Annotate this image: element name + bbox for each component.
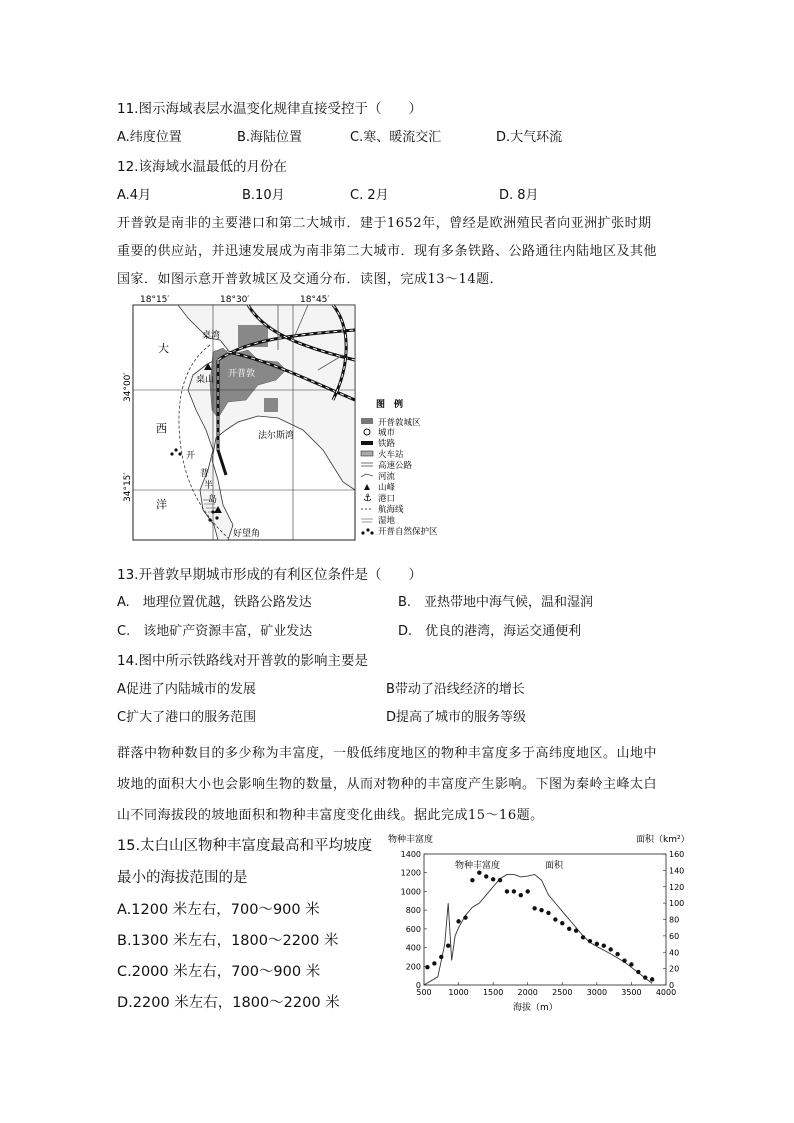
label-peninsula-3: 半 — [204, 481, 214, 491]
legend-item-4: 火车站 — [378, 450, 404, 460]
chart-richness-point — [446, 944, 450, 948]
chart-x-tick-label: 3500 — [621, 988, 642, 997]
chart-richness-point — [432, 961, 436, 965]
legend-swatch-railway — [361, 441, 373, 445]
label-peninsula-4: 岛 — [208, 495, 218, 505]
legend-item-2: 城市 — [378, 428, 396, 438]
passage2-line-3: 山不同海拔段的坡地面积和物种丰富度变化曲线。据此完成15～16题。 — [117, 808, 544, 823]
chart-y2-tick-label: 160 — [669, 850, 685, 859]
chart-x-tick-label: 500 — [416, 988, 432, 997]
q12-option-d: D. 8月 — [499, 188, 539, 203]
passage2-line-2: 坡地的面积大小也会影响生物的数量，从而对物种的丰富度产生影响。下图为秦岭主峰太白 — [117, 777, 658, 792]
label-cape-good-hope: 好望角 — [233, 529, 261, 539]
legend-swatch-reserve-a — [361, 531, 364, 534]
legend-item-3: 铁路 — [378, 439, 396, 449]
chart-richness-point — [498, 878, 502, 882]
chart-richness-point — [574, 929, 578, 933]
label-ocean-2: 西 — [156, 422, 167, 435]
q11-option-a: A.纬度位置 — [117, 130, 182, 145]
chart-x-tick-label: 2500 — [552, 988, 573, 997]
q15-option-c: C.2000 米左右，700～900 米 — [117, 964, 321, 980]
q15-stem-line-2: 最小的海拔范围的是 — [117, 870, 248, 886]
chart-richness-point — [532, 906, 536, 910]
chart-richness-point — [439, 955, 443, 959]
chart-y-tick-label: 400 — [405, 943, 421, 953]
q15-stem-line-1: 15.太白山区物种丰富度最高和平均坡度 — [117, 838, 373, 854]
passage1-line-2: 重要的供应站，并迅速发展成为南非第二大城市．现有多条铁路、公路通往内陆地区及其他 — [117, 244, 658, 259]
city-district-block — [264, 398, 278, 412]
chart-richness-point — [608, 947, 612, 951]
q14-option-b: B带动了沿线经济的增长 — [386, 682, 525, 697]
passage2-line-1: 群落中物种数目的多少称为丰富度，一般低纬度地区的物种丰富度多于高纬度地区。山地中 — [117, 746, 658, 761]
legend-swatch-district — [361, 418, 373, 424]
chart-richness-point — [636, 970, 640, 974]
legend-item-5: 高速公路 — [378, 461, 413, 471]
lat-label-2: 34°15′ — [123, 472, 133, 502]
chart-y-tick-label: 800 — [405, 906, 421, 916]
cape-town-map — [118, 290, 468, 555]
q14-option-c: C扩大了港口的服务范围 — [117, 710, 257, 725]
chart-xlabel: 海拔（m） — [513, 1003, 558, 1013]
q14-option-a: A促进了内陆城市的发展 — [117, 682, 256, 697]
lon-label-1: 18°15′ — [140, 295, 170, 305]
chart-richness-point — [477, 871, 481, 875]
chart-y-tick-label: 1400 — [400, 850, 421, 859]
chart-y2-tick-label: 140 — [669, 866, 685, 876]
chart-richness-point — [519, 893, 523, 897]
chart-richness-point — [470, 878, 474, 882]
chart-richness-point — [505, 889, 509, 893]
legend-swatch-peak — [364, 484, 370, 490]
chart-richness-point — [567, 927, 571, 931]
chart-area-line — [424, 874, 652, 985]
chart-richness-point — [512, 889, 516, 893]
legend-item-6: 河流 — [378, 472, 396, 482]
chart-x-tick-label: 1000 — [448, 988, 469, 997]
legend-swatch-reserve-b — [366, 528, 369, 531]
chart-annotation-richness: 物种丰富度 — [455, 861, 501, 871]
chart-y-tick-label: 600 — [405, 924, 421, 934]
chart-y2-tick-label: 40 — [669, 948, 680, 958]
chart-richness-point — [650, 977, 654, 981]
chart-x-tick-label: 3000 — [586, 988, 608, 997]
label-peninsula-2: 普 — [200, 469, 210, 479]
q11-option-d: D.大气环流 — [496, 130, 563, 145]
chart-richness-point — [615, 952, 619, 956]
q15-option-d: D.2200 米左右，1800～2200 米 — [117, 995, 340, 1011]
q13-option-c: C. 该地矿产资源丰富，矿业发达 — [117, 624, 313, 639]
q11-stem: 11.图示海域表层水温变化规律直接受控于（ ） — [117, 101, 422, 117]
lon-label-2: 18°30′ — [220, 295, 250, 305]
legend-swatch-port: ⚓ — [363, 493, 372, 504]
legend-item-10: 湿地 — [378, 516, 396, 526]
q13-option-a: A. 地理位置优越，铁路公路发达 — [117, 595, 312, 610]
q15-option-a: A.1200 米左右，700～900 米 — [117, 902, 320, 918]
chart-richness-point — [560, 921, 564, 925]
q14-option-d: D提高了城市的服务等级 — [386, 710, 527, 725]
chart-richness-point — [463, 915, 467, 919]
chart-ylabel-right: 面积（km²） — [636, 835, 690, 845]
q12-option-a: A.4月 — [117, 188, 152, 203]
chart-richness-point — [526, 889, 530, 893]
chart-x-tick-label: 1500 — [482, 988, 504, 997]
chart-y2-tick-label: 80 — [669, 915, 680, 925]
chart-richness-point — [622, 958, 626, 962]
elevation-richness-chart — [380, 830, 690, 1015]
chart-series-area-line — [424, 874, 652, 985]
chart-x-tick-label: 4000 — [655, 988, 677, 997]
legend — [361, 417, 438, 537]
q13-option-d: D. 优良的港湾，海运交通便利 — [398, 624, 582, 639]
chart-richness-point — [629, 962, 633, 966]
legend-swatch-station — [361, 451, 373, 456]
q12-stem: 12.该海域水温最低的月份在 — [117, 159, 287, 175]
chart-richness-point — [581, 935, 585, 939]
passage1-line-3: 国家．如图示意开普敦城区及交通分布．读图，完成13～14题． — [117, 272, 504, 287]
passage1-line-1: 开普敦是南非的主要港口和第二大城市．建于1652年，曾经是欧洲殖民者向亚洲扩张时期 — [117, 216, 652, 231]
q11-option-b: B.海陆位置 — [237, 130, 303, 145]
chart-ylabel-left: 物种丰富度 — [388, 835, 434, 845]
chart-x-tick-label: 2000 — [517, 988, 538, 997]
label-cape-town: 开普敦 — [228, 369, 256, 379]
q11-option-c: C.寒、暖流交汇 — [350, 130, 442, 145]
legend-swatch-city — [364, 429, 370, 435]
chart-richness-point — [484, 874, 488, 878]
chart-richness-point — [553, 917, 557, 921]
legend-item-1: 开普敦城区 — [378, 418, 421, 428]
chart-y2-tick-label: 100 — [669, 899, 685, 909]
label-false-bay: 法尔斯湾 — [258, 431, 295, 441]
chart-richness-point — [643, 975, 647, 979]
chart-y2-tick-label: 120 — [669, 882, 685, 892]
chart-y2-tick-label: 60 — [669, 931, 680, 941]
chart-y-tick-label: 0 — [415, 981, 421, 990]
legend-item-11: 开普自然保护区 — [378, 527, 438, 537]
lon-label-3: 18°45′ — [300, 295, 330, 305]
chart-y2-tick-label: 20 — [669, 964, 680, 974]
chart-richness-point — [602, 944, 606, 948]
q12-option-c: C. 2月 — [350, 188, 389, 203]
legend-item-7: 山峰 — [378, 483, 396, 493]
chart-annotation-area: 面积 — [545, 861, 564, 871]
legend-swatch-river — [361, 474, 373, 477]
chart-richness-point — [546, 911, 550, 915]
chart-y-tick-label: 1000 — [400, 887, 421, 897]
chart-y-tick-label: 1200 — [400, 868, 421, 878]
legend-swatch-reserve-c — [370, 531, 373, 534]
label-table-mountain: 桌山 — [196, 375, 215, 385]
q15-option-b: B.1300 米左右，1800～2200 米 — [117, 933, 339, 949]
chart-richness-point — [425, 965, 429, 969]
q14-stem: 14.图中所示铁路线对开普敦的影响主要是 — [117, 653, 368, 669]
legend-item-9: 航海线 — [378, 505, 404, 515]
q12-option-b: B.10月 — [242, 188, 285, 203]
legend-item-8: 港口 — [378, 494, 396, 504]
chart-y2-tick-label: 0 — [669, 981, 675, 990]
q13-option-b: B. 亚热带地中海气候，温和湿润 — [398, 595, 594, 610]
chart-richness-point — [491, 877, 495, 881]
legend-title: 图 例 — [376, 400, 404, 410]
q13-stem: 13.开普敦早期城市形成的有利区位条件是（ ） — [117, 567, 422, 583]
chart-richness-point — [595, 942, 599, 946]
label-table-bay: 桌湾 — [202, 331, 221, 341]
label-ocean-1: 大 — [158, 342, 169, 355]
label-peninsula-1: 开 — [186, 451, 196, 461]
chart-richness-point — [588, 939, 592, 943]
chart-richness-point — [456, 919, 460, 923]
lat-label-1: 34°00′ — [123, 372, 133, 402]
chart-richness-point — [539, 908, 543, 912]
label-ocean-3: 洋 — [156, 498, 167, 511]
chart-y-tick-label: 200 — [405, 962, 421, 972]
